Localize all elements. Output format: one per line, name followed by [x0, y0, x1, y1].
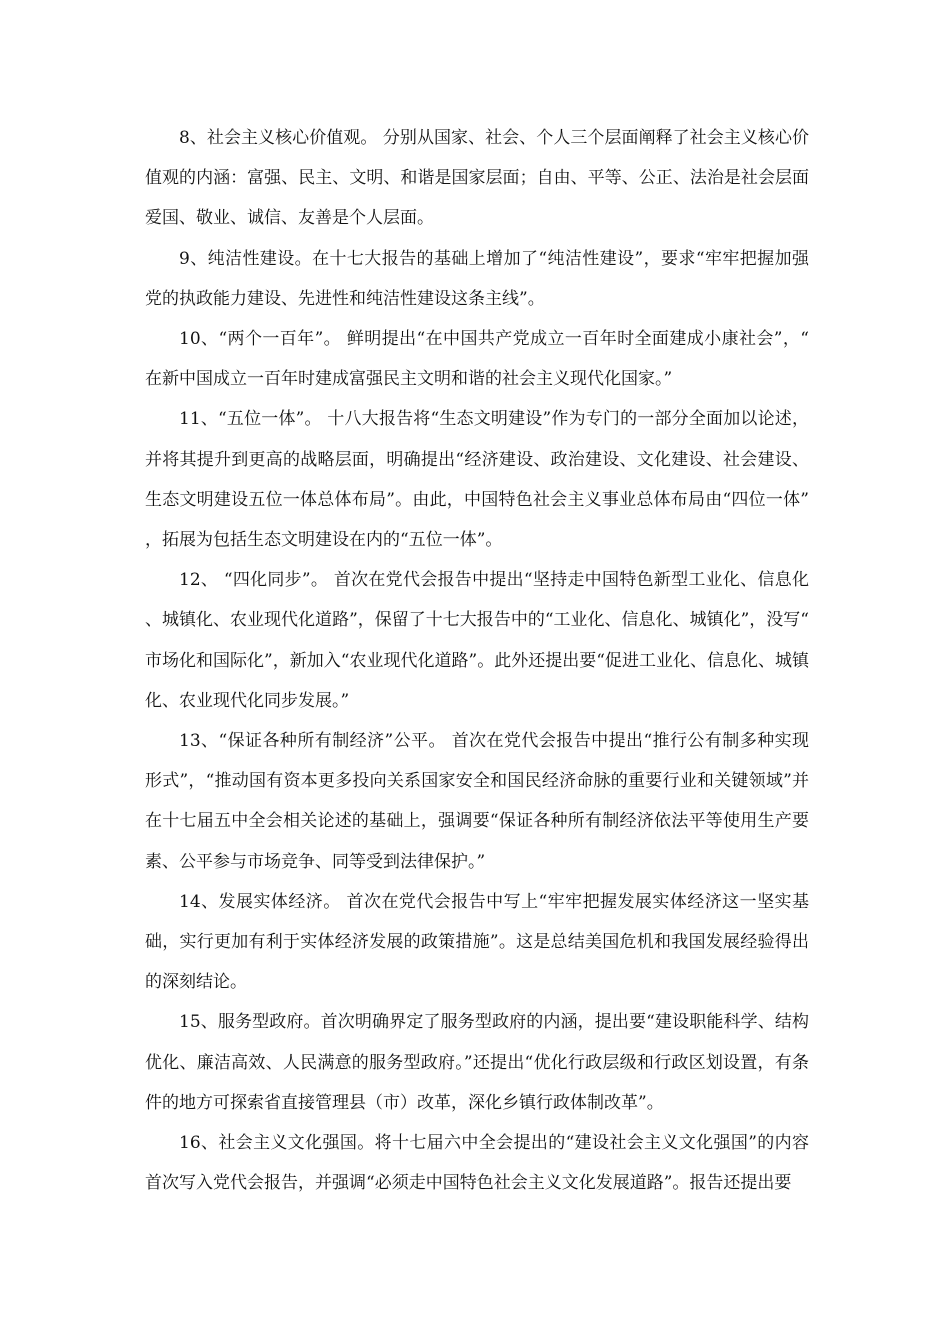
paragraph-15-service-government: 15、服务型政府。首次明确界定了服务型政府的内涵，提出要“建设职能科学、结构优化、廉洁高效、人民满意的服务型政府。”还提出“优化行政层级和行政区划设置，有条件的地方可探索省直接管理县（市）改革，深化乡镇行政体制改革”。 — [145, 1012, 809, 1113]
document-body — [145, 118, 809, 1203]
paragraph-8-core-values: 8、社会主义核心价值观。 分别从国家、社会、个人三个层面阐释了社会主义核心价值观的内涵：富强、民主、文明、和谐是国家层面；自由、平等、公正、法治是社会层面爱国、敬业、诚信、友善是个人层面。 — [145, 128, 809, 229]
paragraph-9-purity-building: 9、纯洁性建设。在十七大报告的基础上增加了“纯洁性建设”，要求“牢牢把握加强党的执政能力建设、先进性和纯洁性建设这条主线”。 — [145, 248, 809, 309]
paragraph-12-four-modernizations: 12、 “四化同步”。 首次在党代会报告中提出“坚持走中国特色新型工业化、信息化、城镇化、农业现代化道路”，保留了十七大报告中的“工业化、信息化、城镇化”，没写“市场化和国际化”，新加入“农业现代化道路”。此外还提出要“促进工业化、信息化、城镇化、农业现代化同步发展。” — [145, 570, 809, 711]
paragraph-11-five-in-one: 11、“五位一体”。 十八大报告将“生态文明建设”作为专门的一部分全面加以论述，并将其提升到更高的战略层面，明确提出“经济建设、政治建设、文化建设、社会建设、生态文明建设五位一体总体布局”。由此，中国特色社会主义事业总体布局由“四位一体”，拓展为包括生态文明建设在内的“五位一体”。 — [145, 409, 809, 551]
paragraph-14-real-economy: 14、发展实体经济。 首次在党代会报告中写上“牢牢把握发展实体经济这一坚实基础，实行更加有利于实体经济发展的政策措施”。这是总结美国危机和我国发展经验得出的深刻结论。 — [145, 891, 809, 993]
paragraph-13-ownership-economy: 13、“保证各种所有制经济”公平。 首次在党代会报告中提出“推行公有制多种实现形式”，“推动国有资本更多投向关系国家安全和国民经济命脉的重要行业和关键领域”并在十七届五中全会相关论述的基础上，强调要“保证各种所有制经济依法平等使用生产要素、公平参与市场竞争、同等受到法律保护。” — [145, 731, 809, 872]
paragraph-10-two-centenaries: 10、“两个一百年”。 鲜明提出“在中国共产党成立一百年时全面建成小康社会”，“在新中国成立一百年时建成富强民主文明和谐的社会主义现代化国家。” — [145, 329, 809, 390]
paragraph-16-cultural-power: 16、社会主义文化强国。将十七届六中全会提出的“建设社会主义文化强国”的内容首次写入党代会报告，并强调“必须走中国特色社会主义文化发展道路”。报告还提出要 — [145, 1133, 809, 1194]
